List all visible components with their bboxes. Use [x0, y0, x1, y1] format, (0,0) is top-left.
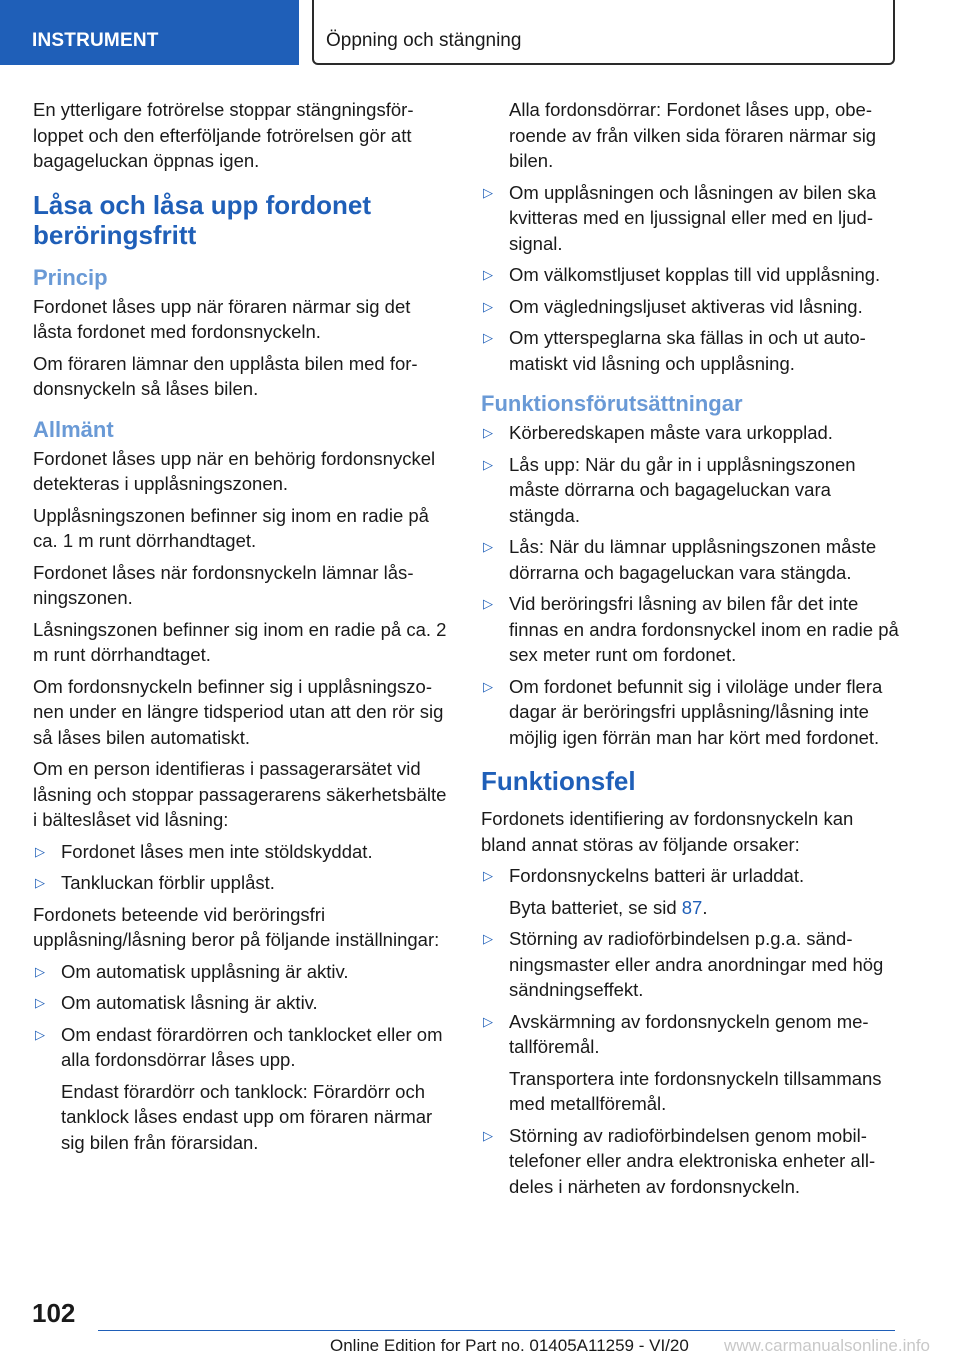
triangle-bullet-icon: ▷: [483, 1127, 493, 1143]
list-item: ▷ Fordonet låses men inte stöldskyddat.: [33, 839, 451, 865]
triangle-bullet-icon: ▷: [483, 931, 493, 946]
chapter-title: Öppning och stängning: [312, 0, 895, 65]
triangle-bullet-icon: ▷: [35, 875, 45, 890]
paragraph: Fordonet låses när fordonsnyckeln lämnar låsningszonen.: [33, 561, 414, 608]
bullet-list: [481, 926, 901, 1060]
triangle-bullet-icon: ▷: [483, 184, 493, 200]
paragraph: Om fordonsnyckeln befinner sig i upplåsningszonen under en längre tidsperiod utan att den rör sig så låses bilen automatiskt.: [33, 675, 444, 748]
list-item: ▷ Lås upp: När du går in i upplåsningszonen måste dörrarna och bagageluckan vara stängda.: [483, 453, 856, 526]
intro-paragraph: En ytterligare fotrörelse stoppar stängningsförloppet och den efterföljande fotrörelsen gör att bagageluckan öppnas igen.: [33, 99, 414, 171]
list-item: ▷ Störning av radioförbindelsen genom mobiltelefoner eller andra elektroniska enheter alldeles i närheten av fordonsnyckeln.: [483, 1124, 876, 1197]
list-sub-paragraph: Endast förardörr och tanklock: Förardörr och tanklock låses endast upp om föraren närmar sig bilen från förarsidan.: [61, 1080, 433, 1153]
heading-funktionsforutsattningar: Funktionsförutsättningar: [481, 391, 743, 416]
list-item: ▷ Lås: När du lämnar upplåsningszonen måste dörrarna och bagageluckan vara stängda.: [483, 536, 877, 583]
triangle-bullet-icon: ▷: [35, 843, 45, 859]
watermark: www.carmanualsonline.info: [724, 1336, 930, 1355]
bullet-list: [481, 1123, 901, 1200]
paragraph: Låsningszonen befinner sig inom en radie på ca. 2 m runt dörrhandtaget.: [33, 618, 447, 665]
triangle-bullet-icon: ▷: [483, 456, 493, 472]
list-sub-paragraph: Byta batteriet, se sid 87.: [509, 896, 708, 918]
triangle-bullet-icon: ▷: [483, 298, 493, 314]
list-item: ▷ Om fordonet befunnit sig i viloläge under flera dagar är beröringsfri upplåsning/låsning inte möjlig igen förrän man har kört med fordonet.: [483, 675, 883, 748]
heading-princip: Princip: [33, 264, 108, 290]
list-item: ▷ Tankluckan förblir upplåst.: [33, 870, 451, 896]
triangle-bullet-icon: ▷: [483, 868, 493, 883]
paragraph: Om föraren lämnar den upplåsta bilen med fordonsnyckeln så låses bilen.: [33, 352, 418, 399]
paragraph: Fordonets identifiering av fordonsnyckeln kan bland annat störas av följande orsaker:: [481, 808, 854, 855]
bullet-list: [33, 839, 451, 896]
list-item: ▷ Störning av radioförbindelsen p.g.a. sändningsmaster eller andra anordningar med hög sändningseffekt.: [483, 928, 884, 1000]
list-item: ▷ Om välkomstljuset kopplas till vid upplåsning.: [481, 262, 901, 288]
list-sub-paragraph: Transportera inte fordonsnyckeln tillsammans med metallföremål.: [509, 1067, 882, 1114]
list-item: ▷ Om upplåsningen och låsningen av bilen ska kvitteras med en ljussignal eller med en ljudsignal.: [483, 181, 877, 254]
list-sub-paragraph: Alla fordonsdörrar: Fordonet låses upp, oberoende av från vilken sida föraren närmar sig bilen.: [509, 99, 877, 171]
paragraph: Fordonets beteende vid beröringsfri upplåsning/låsning beror på följande inställningar:: [33, 903, 440, 950]
bullet-list: [481, 420, 901, 750]
triangle-bullet-icon: ▷: [483, 1013, 493, 1029]
list-item: ▷ Om automatisk låsning är aktiv.: [33, 990, 451, 1016]
triangle-bullet-icon: ▷: [483, 330, 493, 345]
right-column: [481, 97, 901, 1205]
edition-note: Online Edition for Part no. 01405A11259 - VI/20: [330, 1336, 689, 1355]
heading-main: Låsa och låsa upp fordonet beröringsfritt: [33, 189, 372, 250]
list-item: ▷ Om ytterspeglarna ska fällas in och ut automatiskt vid låsning och upplåsning.: [483, 327, 866, 374]
triangle-bullet-icon: ▷: [35, 995, 45, 1010]
bullet-list: [481, 863, 901, 889]
triangle-bullet-icon: ▷: [483, 596, 493, 611]
heading-allmant: Allmänt: [33, 416, 114, 442]
triangle-bullet-icon: ▷: [35, 963, 45, 979]
list-item: ▷ Körberedskapen måste vara urkopplad.: [481, 420, 901, 446]
triangle-bullet-icon: ▷: [483, 539, 493, 554]
section-tab: INSTRUMENT: [0, 0, 299, 65]
paragraph: Fordonet låses upp när föraren närmar sig det låsta fordonet med fordonsnyckeln.: [33, 295, 411, 342]
paragraph: Om en person identifieras i passagerarsätet vid låsning och stoppar passagerarens säkerhetsbälte i bälteslåset vid låsning:: [33, 758, 447, 830]
list-item: ▷ Fordonsnyckelns batteri är urladdat.: [481, 863, 901, 889]
page-number: 102: [32, 1298, 76, 1328]
heading-funktionsfel: Funktionsfel: [481, 766, 636, 796]
triangle-bullet-icon: ▷: [483, 267, 493, 282]
paragraph: Fordonet låses upp när en behörig fordonsnyckel detekteras i upplåsningszonen.: [33, 447, 436, 494]
triangle-bullet-icon: ▷: [35, 1026, 45, 1042]
list-item: ▷ Om endast förardörren och tanklocket eller om alla fordonsdörrar låses upp.: [35, 1023, 443, 1070]
paragraph: Upplåsningszonen befinner sig inom en radie på ca. 1 m runt dörrhandtaget.: [33, 504, 429, 551]
list-item: ▷ Vid beröringsfri låsning av bilen får det inte finnas en andra fordonsnyckel inom en radie på sex meter runt om fordonet.: [483, 593, 899, 665]
bullet-list: [33, 959, 451, 1073]
list-item: ▷ Avskärmning av fordonsnyckeln genom metallföremål.: [483, 1010, 869, 1057]
footer-divider: [98, 1330, 895, 1331]
page-reference-link[interactable]: 87: [681, 896, 703, 918]
list-item: ▷ Om vägledningsljuset aktiveras vid låsning.: [481, 294, 901, 320]
left-column: [33, 97, 451, 1161]
list-item: ▷ Om automatisk upplåsning är aktiv.: [33, 959, 451, 985]
bullet-list: [481, 180, 901, 377]
triangle-bullet-icon: ▷: [483, 425, 493, 440]
triangle-bullet-icon: ▷: [483, 678, 493, 694]
